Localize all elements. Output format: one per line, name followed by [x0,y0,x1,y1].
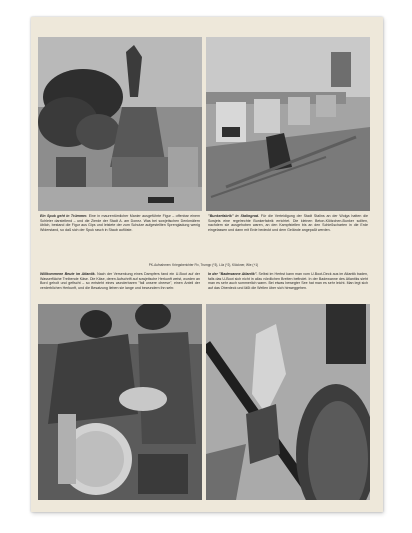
photo-uboat-bath [206,304,370,500]
photo-sailors-cheese [38,304,202,500]
caption-bunker: "Bunkerfabrik" in Stalingrad. Für die Verteidigung der Stadt Stalins an der Wolga hatten die Sowjets eine regelrechte Bunkerfabrik errichtet. Die kleinen Beton-Klötzchen-Bunker sollten, nachdem sie ausgehoben waren, an den Kampfstellen bis an den Schießscharten in die Erde eingelassen und dann mit Erde bedeckt und dem Gelände angepaßt werden. [208,214,368,232]
caption-cheese: Willkommene Beute im Atlantik. Nach der Versenkung eines Dampfers fand ein U-Boot auf der Wasserfläche Treibende Käse. Die Käse, deren Aufschrift auf sowjetische Herkunft weist, wurden an Bord geholt und gefischt – so entsteht eines wunderbaren "fall unsere cheese", einen Anteil der verderblichen Herkunft, und die Besatzung lieben sie lange und bewundern ihn sehr. [40,272,200,290]
caption-bath: In der "Badewanne Atlantik". Selbst im Herbst kann man vom U-Boot-Deck aus im Atlantik baden, falls das U-Boot sich nicht in allzu nördlichen Breiten befindet. In der Badewanne des Atlantiks sieht man es sehr auch sommerlich warm. Bei etwas bewegter See hat man es sehr leicht. Man legt sich auf das Oberdeck und läßt die Wellen über sich hinweggehen. [208,272,368,290]
photo-monument-smoke [38,37,202,211]
photo-bunker-factory [206,37,370,211]
photo-credit: PK-Aufnahmen: Kriegsberichter Fix, Trumpp (*3), Lüz (*2), Klöckner, Wie (+1) [148,263,259,267]
caption-monument: Ein Spuk geht in Trümmer. Eine in maurentümlicher Manier ausgeführte Figur – offenbar einem Schleier darstellend – und die Zierde der Stadt A. am Donez. Was bei sowjetischen Denkmälern üblich, bestand die Figur aus Gips und leistete der zum Schutze aufgestellten Sprengladung wenig Widerstand, so daß sich der Spuk rasch in Staub auflöste. [40,214,200,232]
